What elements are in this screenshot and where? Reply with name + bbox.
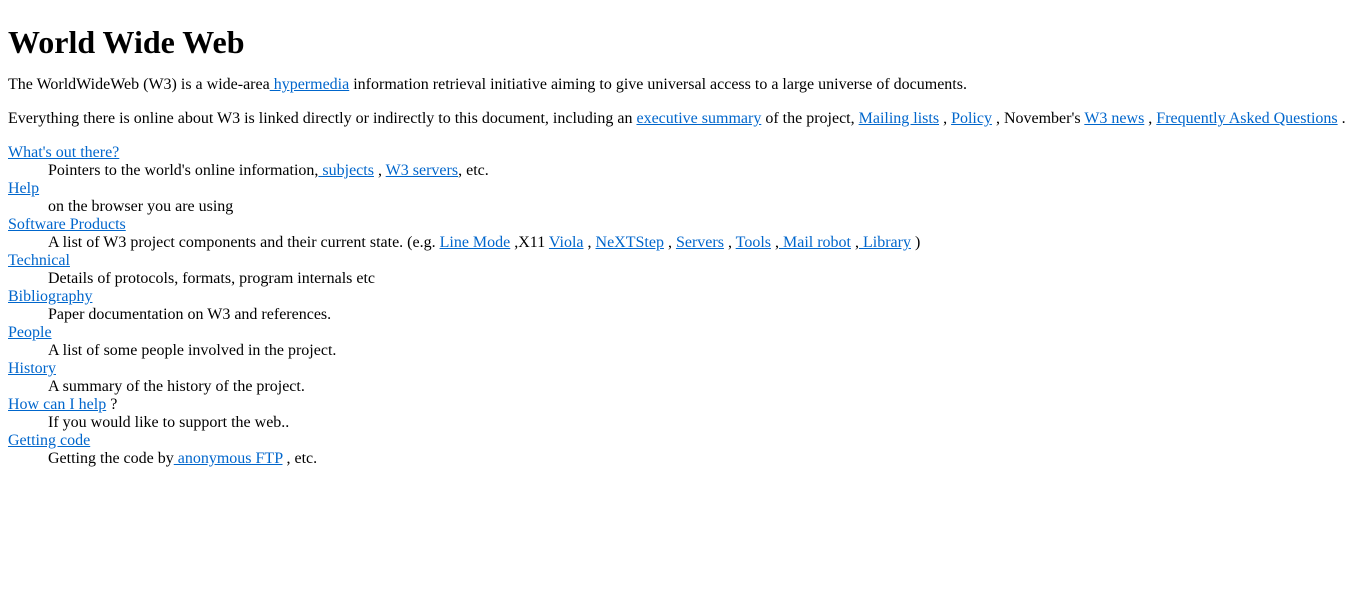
software-sep-1: , bbox=[583, 234, 596, 251]
tools-link[interactable]: Tools bbox=[735, 234, 771, 251]
topic-whats-out-there bbox=[8, 144, 1358, 162]
getting-code-text-before: Getting the code by bbox=[48, 450, 174, 467]
people-link[interactable]: People bbox=[8, 324, 52, 341]
getting-code-link[interactable]: Getting code bbox=[8, 432, 91, 449]
overview-text-3: , bbox=[939, 110, 952, 127]
whats-out-sep: , bbox=[373, 162, 386, 179]
w3-servers-link[interactable]: W3 servers bbox=[385, 162, 459, 179]
topic-software-products-desc bbox=[48, 234, 1358, 252]
software-sep-2: , bbox=[663, 234, 676, 251]
software-text-x11: ,X11 bbox=[510, 234, 549, 251]
help-link[interactable]: Help bbox=[8, 180, 40, 197]
bibliography-link[interactable]: Bibliography bbox=[8, 288, 93, 305]
topic-technical bbox=[8, 252, 1358, 270]
whats-out-text-after: , etc. bbox=[458, 162, 489, 179]
topic-how-can-i-help-desc: If you would like to support the web.. bbox=[48, 414, 290, 431]
software-products-link[interactable]: Software Products bbox=[8, 216, 126, 233]
overview-text-4: , November's bbox=[991, 110, 1085, 127]
how-can-i-help-suffix: ? bbox=[106, 396, 118, 413]
w3-news-link[interactable]: W3 news bbox=[1084, 110, 1145, 127]
how-can-i-help-link[interactable]: How can I help bbox=[8, 396, 107, 413]
intro-text-after: information retrieval initiative aiming to give universal access to a large universe of documents. bbox=[349, 76, 967, 93]
topic-how-can-i-help bbox=[8, 396, 1358, 414]
topic-history-desc: A summary of the history of the project. bbox=[48, 378, 305, 395]
software-sep-3: , bbox=[723, 234, 736, 251]
servers-link[interactable]: Servers bbox=[675, 234, 724, 251]
policy-link[interactable]: Policy bbox=[951, 110, 992, 127]
overview-text-5: , bbox=[1144, 110, 1157, 127]
overview-text-6: . bbox=[1337, 110, 1346, 127]
software-text-before: A list of W3 project components and their current state. (e.g. bbox=[48, 234, 440, 251]
library-link[interactable]: Library bbox=[858, 234, 911, 251]
topic-people-desc: A list of some people involved in the project. bbox=[48, 342, 337, 359]
getting-code-text-after: , etc. bbox=[282, 450, 318, 467]
topic-help bbox=[8, 180, 1358, 198]
topic-technical-desc: Details of protocols, formats, program internals etc bbox=[48, 270, 376, 287]
whats-out-there-link[interactable]: What's out there? bbox=[8, 144, 120, 161]
topic-help-desc: on the browser you are using bbox=[48, 198, 234, 215]
faq-link[interactable]: Frequently Asked Questions bbox=[1156, 110, 1338, 127]
intro-paragraph bbox=[8, 76, 1358, 94]
page-title: World Wide Web bbox=[8, 24, 245, 60]
software-text-after: ) bbox=[910, 234, 921, 251]
topic-history bbox=[8, 360, 1358, 378]
whats-out-text-before: Pointers to the world's online information, bbox=[48, 162, 319, 179]
topic-bibliography bbox=[8, 288, 1358, 306]
topic-software-products bbox=[8, 216, 1358, 234]
anonymous-ftp-link[interactable]: anonymous FTP bbox=[173, 450, 283, 467]
overview-paragraph bbox=[8, 110, 1358, 128]
hypermedia-link[interactable]: hypermedia bbox=[269, 76, 350, 93]
overview-text-1: Everything there is online about W3 is linked directly or indirectly to this document, including an bbox=[8, 110, 637, 127]
software-sep-5: , bbox=[850, 234, 859, 251]
topic-people bbox=[8, 324, 1358, 342]
intro-text-before: The WorldWideWeb (W3) is a wide-area bbox=[8, 76, 270, 93]
executive-summary-link[interactable]: executive summary bbox=[636, 110, 762, 127]
subjects-link[interactable]: subjects bbox=[318, 162, 374, 179]
technical-link[interactable]: Technical bbox=[8, 252, 70, 269]
topic-getting-code bbox=[8, 432, 1358, 450]
mailing-lists-link[interactable]: Mailing lists bbox=[858, 110, 940, 127]
overview-text-2: of the project, bbox=[761, 110, 859, 127]
mail-robot-link[interactable]: Mail robot bbox=[778, 234, 851, 251]
topic-whats-out-there-desc bbox=[48, 162, 1358, 180]
history-link[interactable]: History bbox=[8, 360, 56, 377]
line-mode-link[interactable]: Line Mode bbox=[439, 234, 511, 251]
topic-list bbox=[8, 144, 1358, 468]
nextstep-link[interactable]: NeXTStep bbox=[595, 234, 664, 251]
topic-getting-code-desc bbox=[48, 450, 1358, 468]
topic-bibliography-desc: Paper documentation on W3 and references. bbox=[48, 306, 332, 323]
software-sep-4: , bbox=[770, 234, 779, 251]
viola-link[interactable]: Viola bbox=[548, 234, 584, 251]
